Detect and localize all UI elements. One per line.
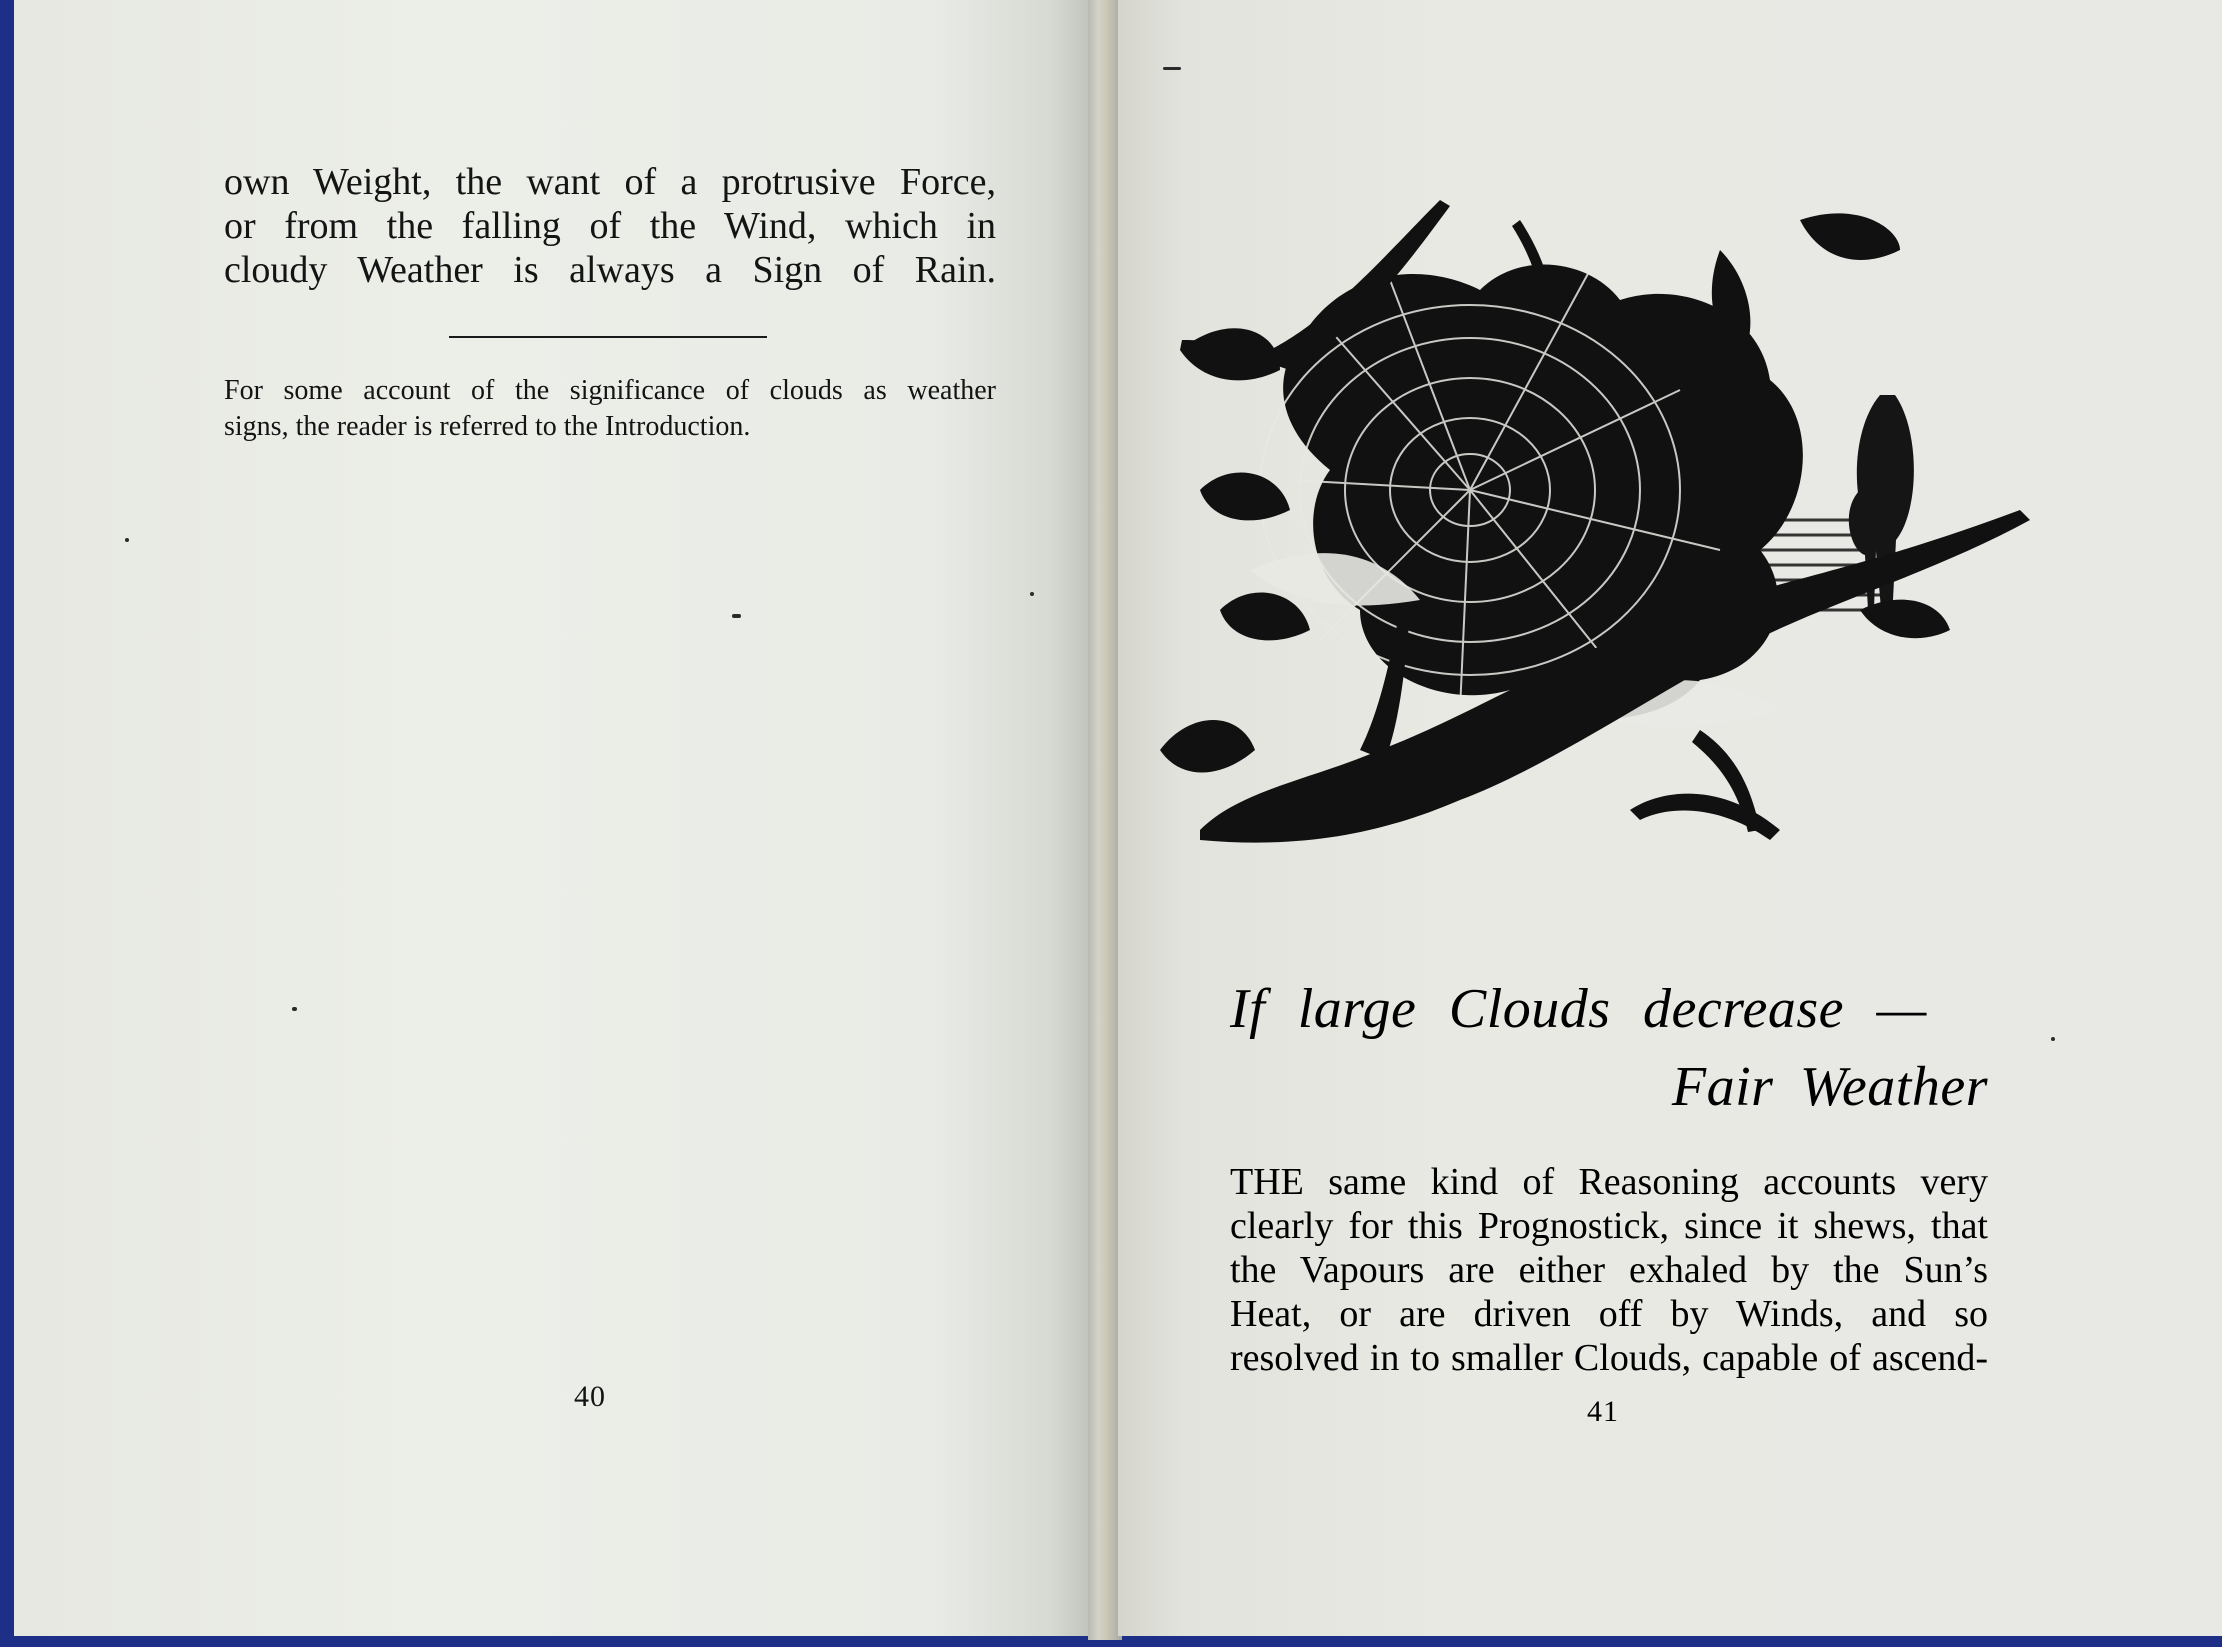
- paragraph-line: resolved in to smaller Clouds, capable of ascend-: [1230, 1337, 1988, 1379]
- ink-speck: [292, 1007, 297, 1011]
- spider-web-engraving-icon: [1160, 190, 2060, 930]
- page-number: 40: [574, 1380, 606, 1413]
- paragraph-line: own Weight, the want of a protrusive Force,: [224, 161, 996, 203]
- heading-line: Fair Weather: [1671, 1056, 1988, 1118]
- book-gutter: [1088, 0, 1122, 1640]
- ink-speck: [1163, 67, 1181, 70]
- paragraph-line: clearly for this Prognostick, since it shews, that: [1230, 1205, 1988, 1247]
- right-paragraph: [1230, 1160, 1988, 1380]
- footnote-line: For some account of the significance of clouds as weather: [224, 375, 996, 406]
- page-number: 41: [1587, 1395, 1619, 1428]
- section-heading: [1230, 970, 1988, 1126]
- footnote-rule: [449, 336, 767, 338]
- footnote-line: signs, the reader is referred to the Introduction.: [224, 411, 751, 442]
- left-paragraph: [224, 160, 996, 292]
- ink-speck: [1030, 592, 1034, 596]
- heading-line: If large Clouds decrease —: [1230, 978, 1927, 1040]
- ink-speck: [125, 538, 129, 542]
- footnote: [224, 373, 996, 445]
- paragraph-line: THE same kind of Reasoning accounts very: [1230, 1161, 1988, 1203]
- ink-speck: [732, 614, 741, 618]
- left-page: [14, 0, 1094, 1636]
- ink-speck: [2051, 1037, 2055, 1041]
- paragraph-line: or from the falling of the Wind, which in: [224, 205, 996, 247]
- paragraph-line: the Vapours are either exhaled by the Sun’s: [1230, 1249, 1988, 1291]
- paragraph-line: cloudy Weather is always a Sign of Rain.: [224, 249, 996, 291]
- paragraph-line: Heat, or are driven off by Winds, and so: [1230, 1293, 1988, 1335]
